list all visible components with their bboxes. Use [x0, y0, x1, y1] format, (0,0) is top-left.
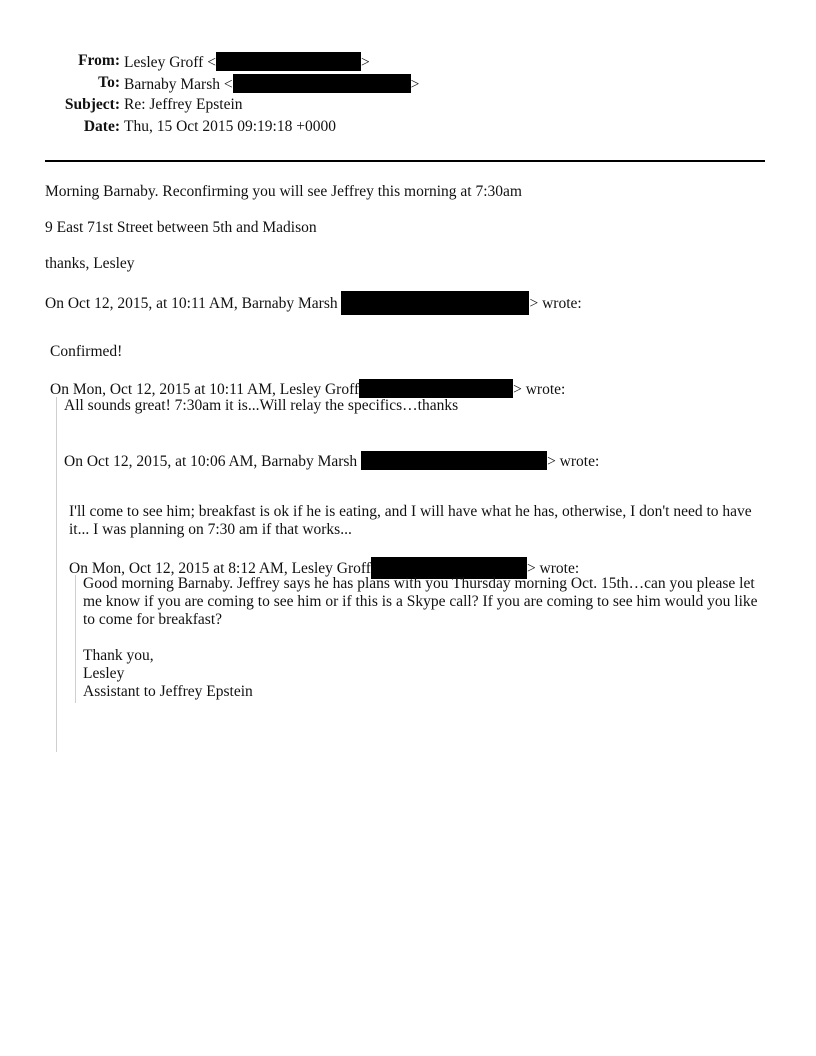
- quote1-attr-text: On Oct 12, 2015, at 10:11 AM, Barnaby Marsh: [45, 295, 338, 312]
- redaction-box: [233, 74, 411, 93]
- to-row: [0, 74, 816, 96]
- quote4-attr-end: > wrote:: [526, 560, 580, 577]
- to-end: >: [410, 76, 420, 93]
- redaction-box: [341, 291, 529, 315]
- to-label: To:: [98, 74, 120, 91]
- quote3-attribution: [64, 451, 599, 471]
- date-label: Date:: [83, 118, 120, 135]
- to-value: [124, 74, 419, 94]
- quote-bar: [56, 397, 57, 752]
- quote1-attr-end: > wrote:: [529, 295, 582, 312]
- quote-bar: [75, 575, 76, 703]
- redaction-box: [361, 451, 547, 470]
- subject-label: Subject:: [64, 96, 120, 113]
- confirmed-text: Confirmed!: [50, 343, 123, 360]
- to-name: Barnaby Marsh <: [124, 76, 233, 93]
- quote2-attr-end: > wrote:: [513, 381, 566, 398]
- body-line-3: thanks, Lesley: [45, 255, 135, 272]
- header-divider: [45, 160, 765, 162]
- body-line-2: 9 East 71st Street between 5th and Madison: [45, 219, 317, 236]
- quote3-text: I'll come to see him; breakfast is ok if he is eating, and I will have what he has, otherwise, I don't need to have it... I was planning on 7:30 am if that works...: [69, 503, 752, 538]
- from-name: Lesley Groff <: [124, 54, 216, 71]
- quote3-attr-text: On Oct 12, 2015, at 10:06 AM, Barnaby Marsh: [64, 453, 358, 470]
- signature-line-2: Lesley: [83, 665, 125, 682]
- quote4-text: Good morning Barnaby. Jeffrey says he has plans with you Thursday morning Oct. 15th…can you please let me know if you are coming to see him or if this is a Skype call? If you are coming to see him would you like to come for breakfast?: [83, 575, 758, 628]
- signature-line-1: Thank you,: [83, 647, 154, 664]
- from-value: [124, 52, 370, 72]
- from-label: From:: [78, 52, 120, 69]
- redaction-box: [216, 52, 361, 71]
- quote4-attr-text: On Mon, Oct 12, 2015 at 8:12 AM, Lesley Groff: [69, 560, 371, 577]
- subject-row: [0, 96, 816, 118]
- quote2-text: All sounds great! 7:30am it is...Will relay the specifics…thanks: [64, 397, 459, 414]
- quote2-attribution: [50, 379, 565, 399]
- redaction-box: [359, 379, 513, 398]
- signature-line-3: Assistant to Jeffrey Epstein: [83, 683, 253, 700]
- body-line-1: Morning Barnaby. Reconfirming you will see Jeffrey this morning at 7:30am: [45, 183, 522, 200]
- quote3-attr-end: > wrote:: [547, 453, 600, 470]
- date-value: Thu, 15 Oct 2015 09:19:18 +0000: [124, 118, 336, 135]
- from-row: [0, 52, 816, 74]
- subject-value: Re: Jeffrey Epstein: [124, 96, 243, 113]
- quote2-attr-text: On Mon, Oct 12, 2015 at 10:11 AM, Lesley Groff: [50, 381, 360, 398]
- quote1-attribution: [45, 291, 582, 315]
- date-row: [0, 118, 816, 140]
- from-end: >: [360, 54, 370, 71]
- email-header: [0, 52, 816, 140]
